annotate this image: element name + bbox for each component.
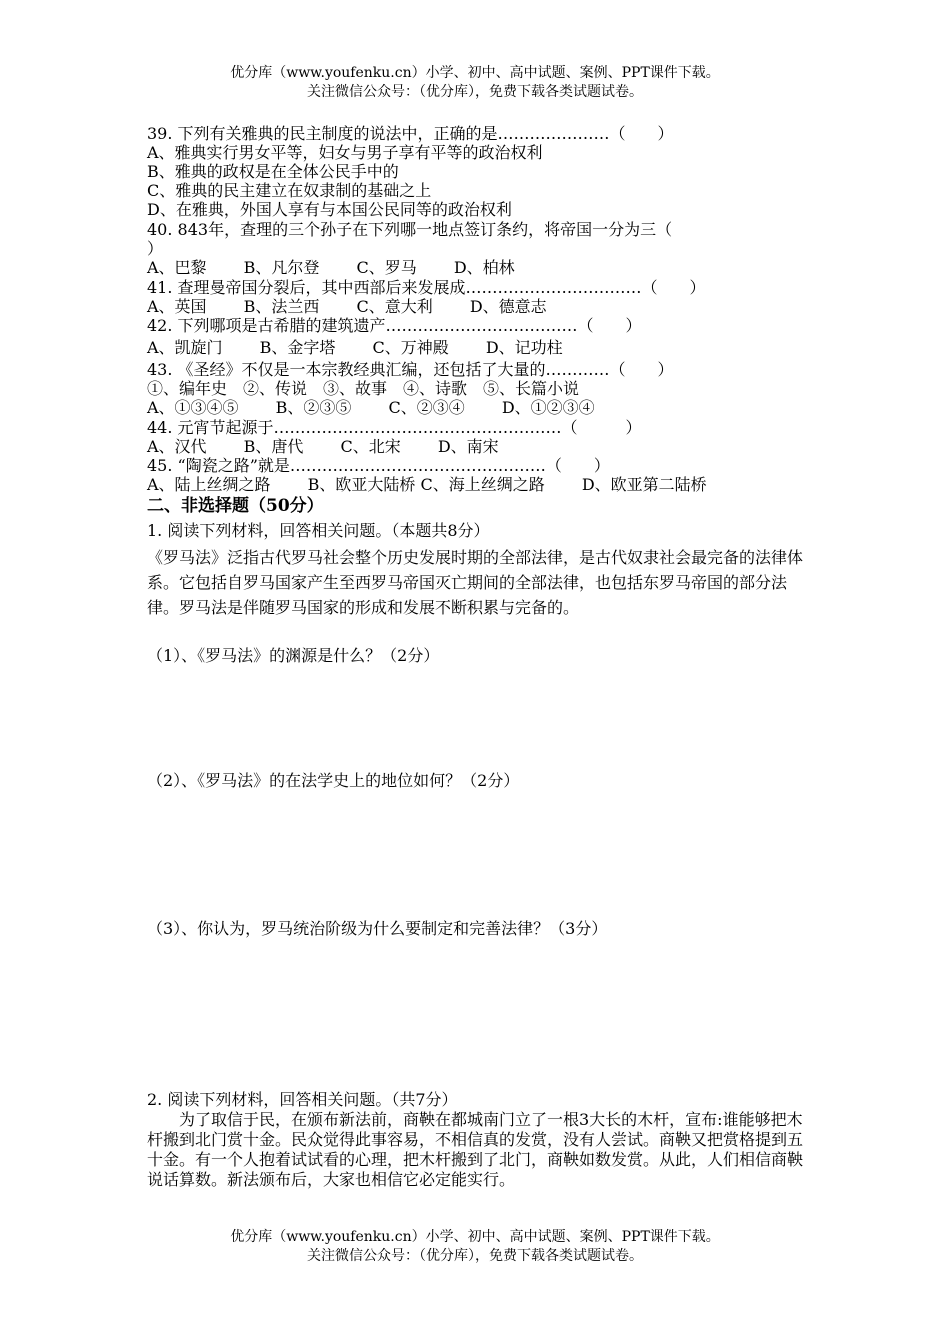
q43-items: ①、编年史 ②、传说 ③、故事 ④、诗歌 ⑤、长篇小说 (147, 379, 580, 398)
page-header (0, 64, 950, 102)
q42-stem: 42. 下列哪项是古希腊的建筑遗产………………………………（ ） (147, 316, 642, 335)
footer-line-2: 关注微信公众号：（优分库），免费下载各类试题试卷。 (307, 1248, 643, 1264)
q39-stem: 39. 下列有关雅典的民主制度的说法中，正确的是…………………（ ） (147, 124, 674, 143)
q43-stem: 43. 《圣经》不仅是一本宗教经典汇编，还包括了大量的…………（ ） (147, 360, 674, 379)
footer-line-1: 优分库（www.youfenku.cn）小学、初中、高中试题、案例、PPT课件下载。 (230, 1229, 720, 1245)
q39-option-c: C、雅典的民主建立在奴隶制的基础之上 (147, 181, 432, 200)
q45-options: A、陆上丝绸之路 B、欧亚大陆桥 C、海上丝绸之路 D、欧亚第二陆桥 (147, 475, 707, 494)
s2-q1-material: 《罗马法》泛指古代罗马社会整个历史发展时期的全部法律，是古代奴隶社会最完备的法律体系。它包括自罗马国家产生至西罗马帝国灭亡期间的全部法律，也包括东罗马帝国的部分法律。罗马法是伴随罗马国家的形成和发展不断积累与完备的。 (147, 548, 804, 617)
s2-q1-sub2: （2）、《罗马法》的在法学史上的地位如何？（2分） (147, 771, 520, 790)
q42-options: A、凯旋门 B、金字塔 C、万神殿 D、记功柱 (147, 338, 563, 357)
header-line-1: 优分库（www.youfenku.cn）小学、初中、高中试题、案例、PPT课件下载。 (230, 65, 720, 81)
q45-stem: 45. “陶瓷之路”就是…………………………………………（ ） (147, 456, 610, 475)
q43-options: A、①③④⑤ B、②③⑤ C、②③④ D、①②③④ (147, 398, 595, 417)
q44-stem: 44. 元宵节起源于………………………………………………（ ） (147, 418, 642, 437)
q39-option-b: B、雅典的政权是在全体公民手中的 (147, 162, 399, 181)
q40-stem-cont: ） (147, 239, 164, 258)
s2-q2-material: 为了取信于民，在颁布新法前，商鞅在都城南门立了一根3大长的木杆，宣布:谁能够把木杆搬到北门赏十金。民众觉得此事容易，不相信真的发赏，没有人尝试。商鞅又把赏格提到五十金。有一个人抱着试试看的心理，把木杆搬到了北门，商鞅如数发赏。从此，人们相信商鞅说话算数。新法颁布后，大家也相信它必定能实行。 (147, 1110, 804, 1189)
q40-options: A、巴黎 B、凡尔登 C、罗马 D、柏林 (147, 258, 515, 277)
q39-option-d: D、在雅典，外国人享有与本国公民同等的政治权利 (147, 200, 512, 219)
s2-q1-title: 1. 阅读下列材料，回答相关问题。（本题共8分） (147, 521, 490, 540)
q41-options: A、英国 B、法兰西 C、意大利 D、德意志 (147, 297, 547, 316)
q39-option-a: A、雅典实行男女平等，妇女与男子享有平等的政治权利 (147, 143, 543, 162)
s2-q1-sub3: （3）、你认为，罗马统治阶级为什么要制定和完善法律？（3分） (147, 919, 608, 938)
s2-q2-title: 2. 阅读下列材料，回答相关问题。（共7分） (147, 1090, 458, 1109)
header-line-2: 关注微信公众号：（优分库），免费下载各类试题试卷。 (307, 84, 643, 100)
section-2-title: 二、非选择题（50分） (147, 496, 324, 516)
q41-stem: 41. 查理曼帝国分裂后，其中西部后来发展成……………………………（ ） (147, 278, 706, 297)
q40-stem: 40. 843年，查理的三个孙子在下列哪一地点签订条约，将帝国一分为三（ (147, 220, 673, 239)
page-footer (0, 1228, 950, 1266)
q44-options: A、汉代 B、唐代 C、北宋 D、南宋 (147, 437, 499, 456)
s2-q1-sub1: （1）、《罗马法》的渊源是什么？（2分） (147, 646, 440, 665)
